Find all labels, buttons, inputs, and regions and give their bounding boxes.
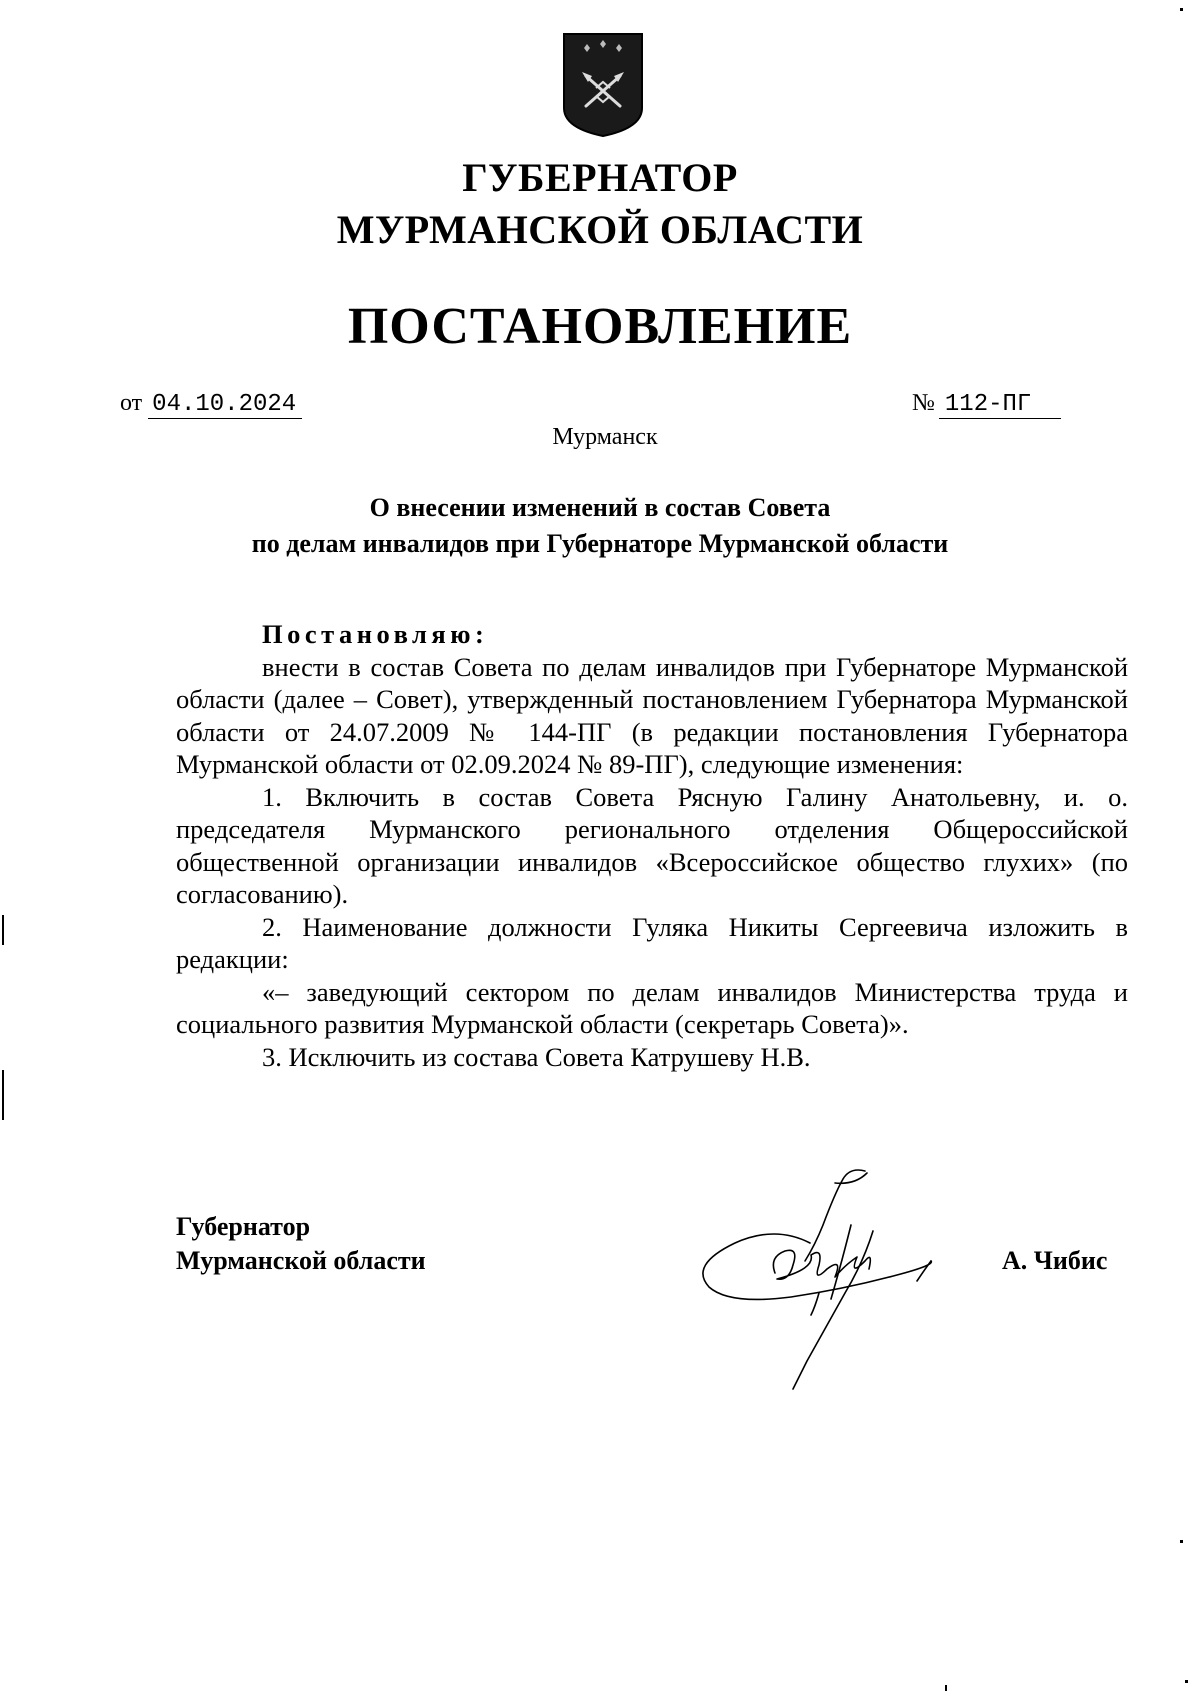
date-prefix: от xyxy=(120,390,143,416)
city-of-issue: Мурманск xyxy=(552,424,658,450)
issuing-authority xyxy=(0,152,1200,256)
document-subject xyxy=(0,490,1200,562)
decree-word: Постановляю: xyxy=(262,619,489,649)
murmansk-coat-of-arms-icon xyxy=(560,30,646,138)
document-number: 112-ПГ xyxy=(939,392,1061,419)
body-paragraph: 1. Включить в состав Совета Рясную Галину Анатольевну, и. о. председателя Мурманского регионального отделения Общероссийской общественной организации инвалидов «Всероссийское общество глухих» (по согласованию). xyxy=(176,781,1128,909)
document-body xyxy=(176,618,1128,1073)
handwritten-signature-icon xyxy=(695,1165,945,1395)
scan-dot xyxy=(1185,1680,1188,1683)
scan-margin-mark xyxy=(2,915,4,945)
signatory-name: А. Чибис xyxy=(1002,1246,1108,1275)
document-type-heading: ПОСТАНОВЛЕНИЕ xyxy=(347,298,853,355)
scan-dot xyxy=(1180,8,1183,11)
body-paragraph: внести в состав Совета по делам инвалидов при Губернаторе Мурманской области (далее – Совет), утвержденный постановлением Губернатора Мурманской области от 24.07.2009 № 144-ПГ (в редакции постановления Губернатора Мурманской области от 02.09.2024 № 89-ПГ), следующие изменения: xyxy=(176,651,1128,779)
body-paragraph: 3. Исключить из состава Совета Катрушеву Н.В. xyxy=(262,1041,811,1072)
body-paragraph: 2. Наименование должности Гуляка Никиты Сергеевича изложить в редакции: xyxy=(176,911,1128,974)
body-paragraph: «– заведующий сектором по делам инвалидов Министерства труда и социального развития Мурманской области (секретарь Совета)». xyxy=(176,976,1128,1039)
number-line xyxy=(912,388,1061,419)
scan-dot xyxy=(1180,1540,1183,1543)
signatory-title-line-2: Мурманской области xyxy=(176,1246,426,1275)
number-prefix: № xyxy=(912,390,935,416)
subject-line-1: О внесении изменений в состав Совета xyxy=(369,493,831,522)
scan-margin-mark xyxy=(2,1070,4,1120)
date-line xyxy=(120,388,302,419)
authority-line-1: ГУБЕРНАТОР xyxy=(462,155,738,200)
authority-line-2: МУРМАНСКОЙ ОБЛАСТИ xyxy=(336,207,864,252)
scan-dot xyxy=(945,1685,947,1691)
signatory-title xyxy=(176,1210,426,1278)
subject-line-2: по делам инвалидов при Губернаторе Мурманской области xyxy=(251,529,949,558)
signatory-title-line-1: Губернатор xyxy=(176,1212,311,1241)
document-date: 04.10.2024 xyxy=(148,392,302,419)
